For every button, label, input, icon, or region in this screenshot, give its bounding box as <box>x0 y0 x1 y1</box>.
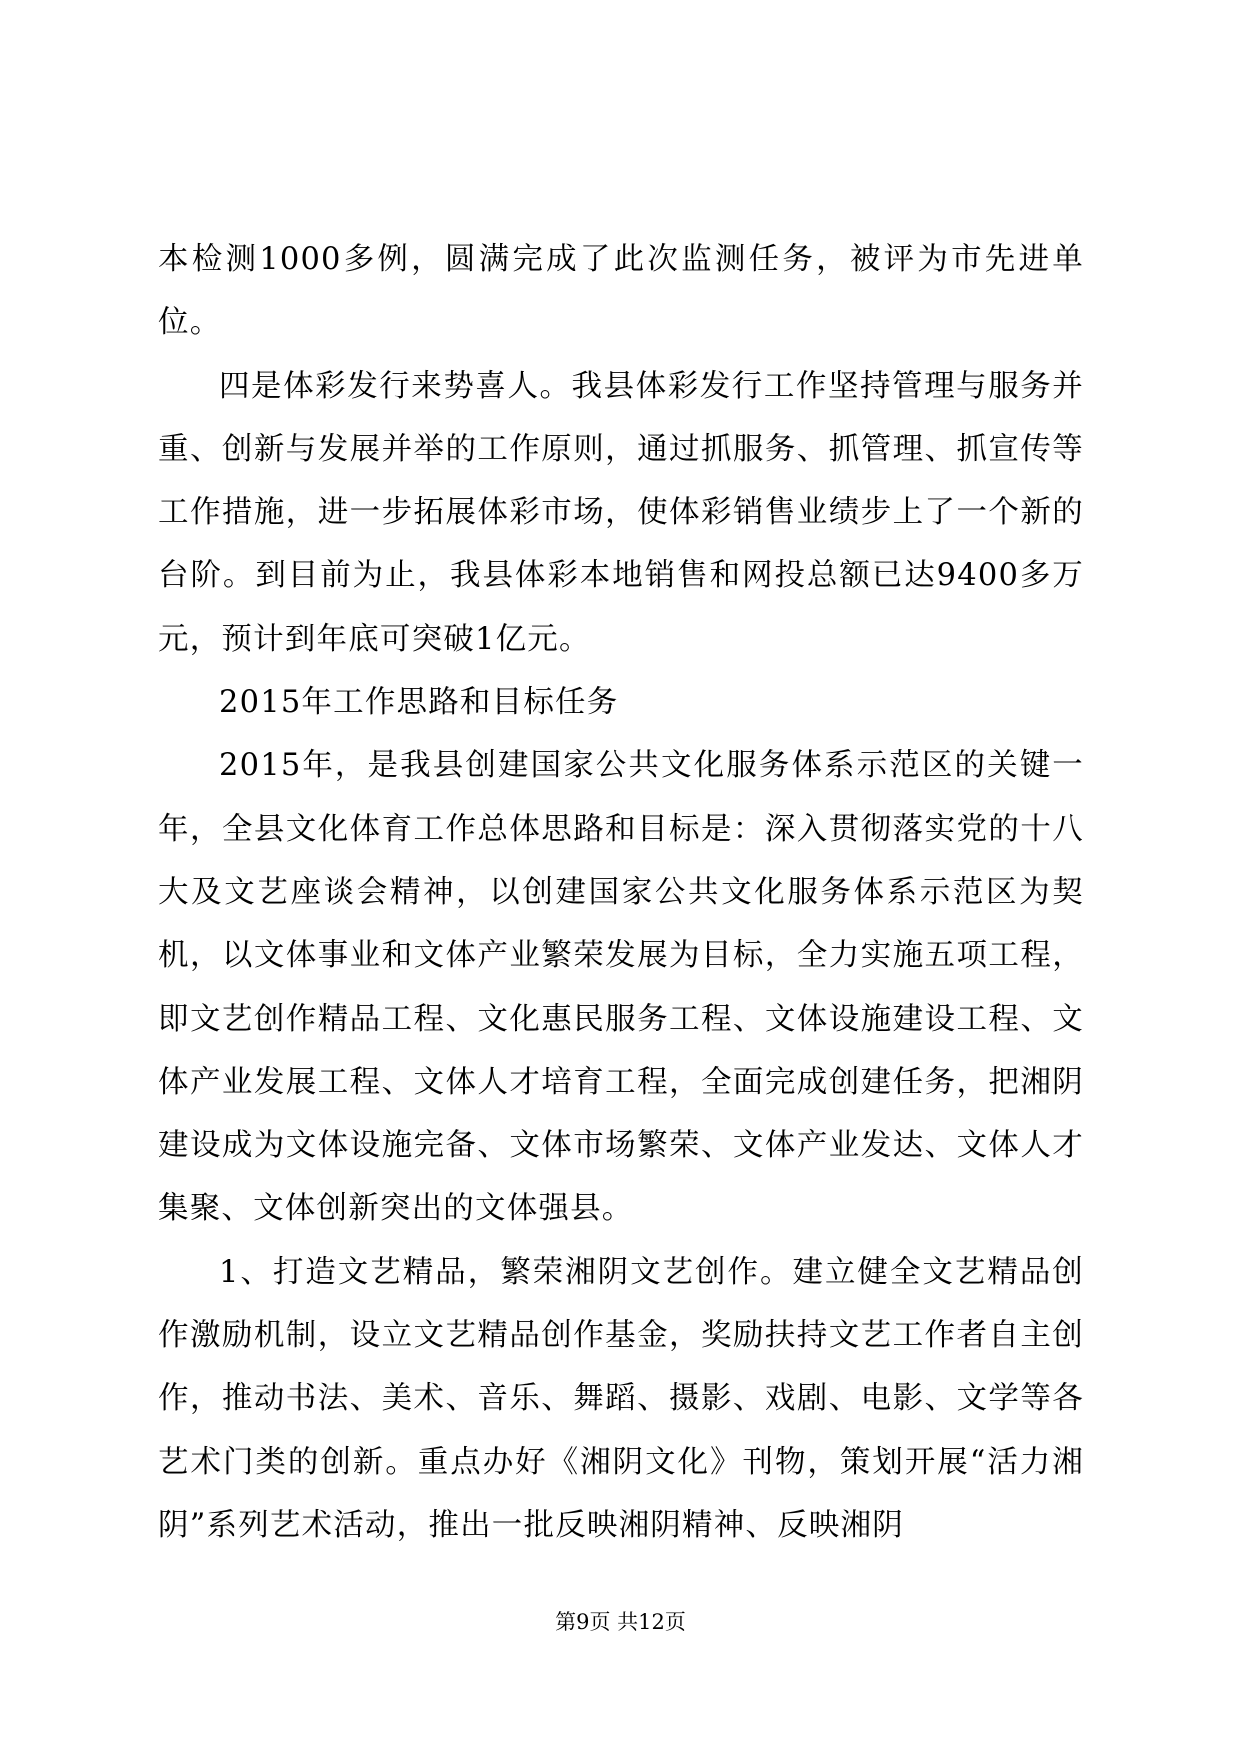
paragraph-1: 本检测1000多例，圆满完成了此次监测任务，被评为市先进单位。 <box>158 242 1084 341</box>
page-footer: 第9页 共12页 <box>555 1610 686 1634</box>
paragraph-4: 1、打造文艺精品，繁荣湘阴文艺创作。建立健全文艺精品创作激励机制，设立文艺精品创作基金，奖励扶持文艺工作者自主创作，推动书法、美术、音乐、舞蹈、摄影、戏剧、电影、文学等各艺术门类的创新。重点办好《湘阴文化》刊物，策划开展“活力湘阴”系列艺术活动，推出一批反映湘阴精神、反映湘阴 <box>158 1254 1084 1543</box>
document-body <box>158 228 1084 1557</box>
section-heading: 2015年工作思路和目标任务 <box>219 685 619 721</box>
paragraph-2: 四是体彩发行来势喜人。我县体彩发行工作坚持管理与服务并重、创新与发展并举的工作原则，通过抓服务、抓管理、抓宣传等工作措施，进一步拓展体彩市场，使体彩销售业绩步上了一个新的台阶。到目前为止，我县体彩本地销售和网投总额已达9400多万元，预计到年底可突破1亿元。 <box>158 368 1084 657</box>
paragraph-3: 2015年，是我县创建国家公共文化服务体系示范区的关键一年，全县文化体育工作总体思路和目标是：深入贯彻落实党的十八大及文艺座谈会精神，以创建国家公共文化服务体系示范区为契机，以文体事业和文体产业繁荣发展为目标，全力实施五项工程，即文艺创作精品工程、文化惠民服务工程、文体设施建设工程、文体产业发展工程、文体人才培育工程，全面完成创建任务，把湘阴建设成为文体设施完备、文体市场繁荣、文体产业发达、文体人才集聚、文体创新突出的文体强县。 <box>158 748 1084 1227</box>
